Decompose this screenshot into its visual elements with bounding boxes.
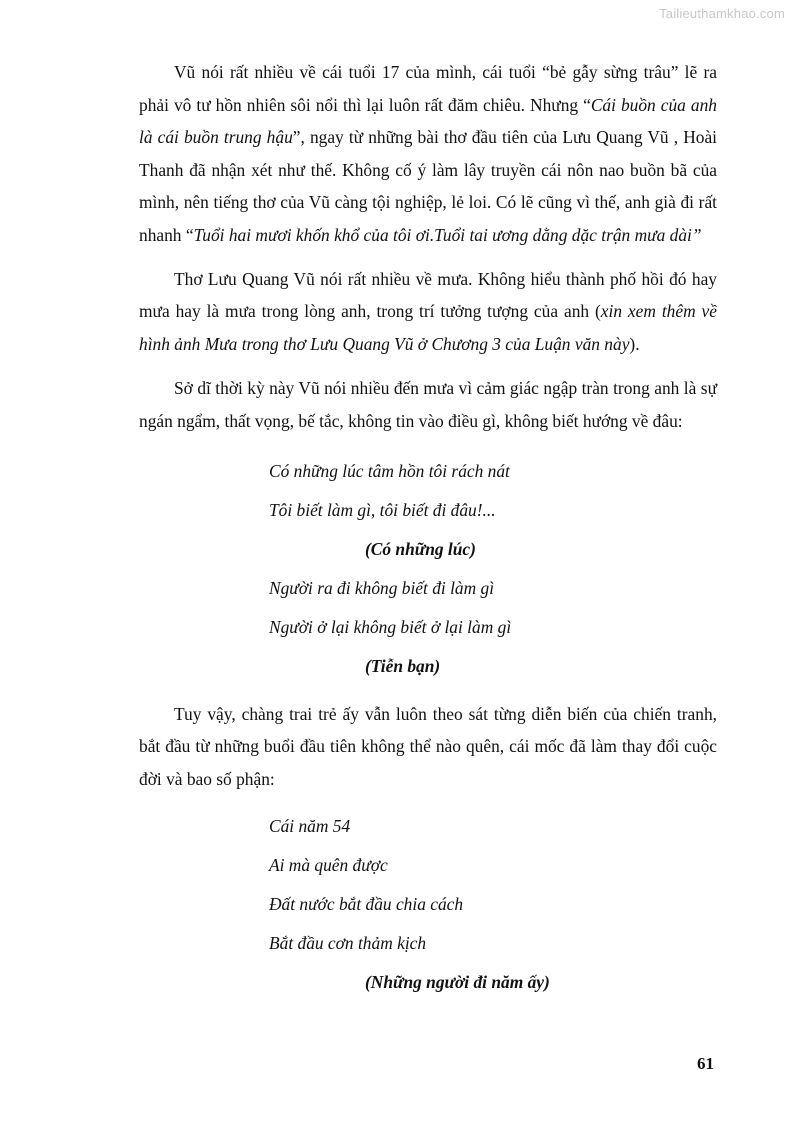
paragraph-1-text-a: Vũ nói rất nhiều về cái tuổi 17 của mình, cái tuổi “bẻ gẫy sừng trâu” lẽ ra phải vô tư hồn nhiên sôi nổi thì lại luôn rất đăm chiêu. Nhưng “ bbox=[139, 62, 717, 115]
paragraph-2-note: xin xem thêm về hình ảnh Mưa trong thơ Lưu Quang Vũ ở Chương 3 của Luận văn này bbox=[139, 301, 717, 354]
poem-line: Có những lúc tâm hồn tôi rách nát bbox=[269, 460, 510, 481]
poem-line: Đất nước bắt đầu chia cách bbox=[269, 894, 464, 915]
poem-2 bbox=[269, 569, 717, 647]
paragraph-1-quote: Cái buồn của anh là cái buồn trung hậu bbox=[139, 94, 717, 148]
poem-1 bbox=[269, 452, 717, 530]
poem-3 bbox=[269, 807, 717, 963]
paragraph-3: Sở dĩ thời kỳ này Vũ nói nhiều đến mưa vì cảm giác ngập tràn trong anh là sự ngán ngẩm, thất vọng, bế tắc, không tin vào điều gì, không biết hướng về đâu: bbox=[139, 378, 717, 431]
paragraph-1 bbox=[139, 56, 717, 252]
paragraph-2 bbox=[139, 263, 717, 361]
poem-line: Người ra đi không biết đi làm gì bbox=[269, 577, 495, 598]
page-number: 61 bbox=[697, 1054, 714, 1073]
poem-line: Cái năm 54 bbox=[269, 816, 351, 837]
watermark: Tailieuthamkhao.com bbox=[659, 6, 785, 21]
paragraph-4: Tuy vậy, chàng trai trẻ ấy vẫn luôn theo sát từng diễn biến của chiến tranh, bắt đầu từ những buổi đầu tiên không thể nào quên, cái mốc đã làm thay đổi cuộc đời và bao số phận: bbox=[139, 703, 717, 789]
poem-1-source: (Có những lúc) bbox=[365, 538, 476, 559]
poem-line: Ai mà quên được bbox=[269, 855, 388, 876]
paragraph-2-text-c: ). bbox=[629, 333, 640, 354]
poem-line: Tôi biết làm gì, tôi biết đi đâu!... bbox=[269, 499, 496, 520]
paragraph-1-text-c: ”, ngay từ những bài thơ đầu tiên của Lưu Quang Vũ , Hoài Thanh đã nhận xét như thế. Không cố ý làm lây truyền cái nôn nao buồn bã của mình, nên tiếng thơ của Vũ càng tội nghiệp, lẻ loi. Có lẽ cũng vì thế, anh già đi rất nhanh “ bbox=[139, 127, 718, 245]
paragraph-1-verse-quote: Tuổi hai mươi khốn khổ của tôi ơi.Tuổi tai ương dằng dặc trận mưa dài” bbox=[193, 224, 702, 245]
poem-line: Bắt đầu cơn thảm kịch bbox=[269, 933, 427, 954]
poem-line: Người ở lại không biết ở lại làm gì bbox=[269, 616, 512, 637]
poem-3-source: (Những người đi năm ấy) bbox=[365, 972, 550, 993]
paragraph-2-text-a: Thơ Lưu Quang Vũ nói rất nhiều về mưa. Không hiểu thành phố hồi đó hay mưa hay là mưa trong lòng anh, trong trí tưởng tượng của anh ( bbox=[139, 268, 717, 322]
poem-2-source: (Tiễn bạn) bbox=[365, 655, 441, 676]
page-body bbox=[139, 56, 717, 1002]
